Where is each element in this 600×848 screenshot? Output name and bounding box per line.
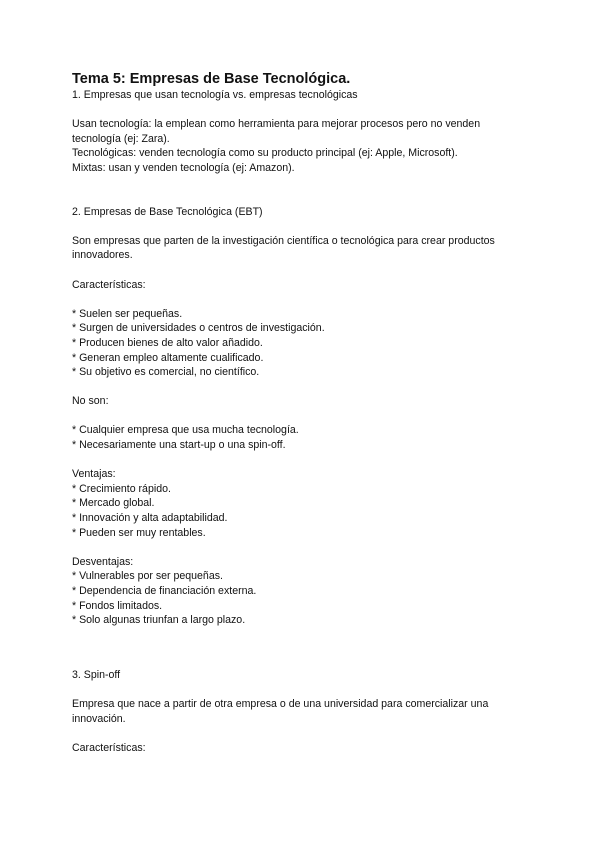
list-item: * Generan empleo altamente cualificado. (72, 351, 264, 364)
list-item: * Innovación y alta adaptabilidad. (72, 512, 228, 525)
desventajas-label: Desventajas: (72, 555, 134, 568)
spacer (72, 292, 528, 307)
section-3-heading: 3. Spin-off (72, 668, 121, 681)
list-item: * Cualquier empresa que usa mucha tecnología. (72, 424, 299, 437)
spacer (72, 219, 528, 234)
list-item: * Surgen de universidades o centros de investigación. (72, 322, 325, 335)
spacer (72, 103, 528, 118)
spacer (72, 263, 528, 278)
spacer (72, 726, 528, 741)
list-item: * Necesariamente una start-up o una spin-off. (72, 439, 286, 452)
section-2-heading: 2. Empresas de Base Tecnológica (EBT) (72, 205, 263, 218)
list-item: * Dependencia de financiación externa. (72, 585, 257, 597)
list-item: * Crecimiento rápido. (72, 482, 171, 495)
paragraph-usan-tecnologia: Usan tecnología: la emplean como herramienta para mejorar procesos pero no venden tecnología (ej: Zara). (72, 118, 481, 145)
spacer (72, 628, 528, 668)
spacer (72, 380, 528, 395)
list-item: * Fondos limitados. (72, 599, 163, 612)
spacer (72, 453, 528, 468)
list-item: * Pueden ser muy rentables. (72, 526, 206, 539)
ventajas-label: Ventajas: (72, 468, 116, 481)
list-item: * Solo algunas triunfan a largo plazo. (72, 614, 246, 627)
caracteristicas-label: Características: (72, 741, 146, 754)
spacer (72, 540, 528, 555)
page-title: Tema 5: Empresas de Base Tecnológica. (72, 71, 351, 87)
paragraph-tecnologicas: Tecnológicas: venden tecnología como su producto principal (ej: Apple, Microsoft). (72, 147, 458, 160)
caracteristicas-label: Características: (72, 278, 146, 291)
spacer (72, 409, 528, 424)
document-page (72, 70, 528, 755)
spacer (72, 682, 528, 697)
list-item: * Mercado global. (72, 497, 155, 510)
section-3-intro: Empresa que nace a partir de otra empresa o de una universidad para comercializar una innovación. (72, 697, 489, 725)
section-2-intro: Son empresas que parten de la investigación científica o tecnológica para crear productos innovadores. (72, 234, 495, 262)
no-son-label: No son: (72, 395, 109, 408)
section-1-heading: 1. Empresas que usan tecnología vs. empresas tecnológicas (72, 89, 358, 101)
list-item: * Suelen ser pequeñas. (72, 307, 183, 320)
paragraph-mixtas: Mixtas: usan y venden tecnología (ej: Amazon). (72, 161, 295, 174)
list-item: * Producen bienes de alto valor añadido. (72, 336, 263, 349)
list-item: * Su objetivo es comercial, no científico. (72, 366, 260, 379)
spacer (72, 176, 528, 205)
list-item: * Vulnerables por ser pequeñas. (72, 570, 223, 583)
